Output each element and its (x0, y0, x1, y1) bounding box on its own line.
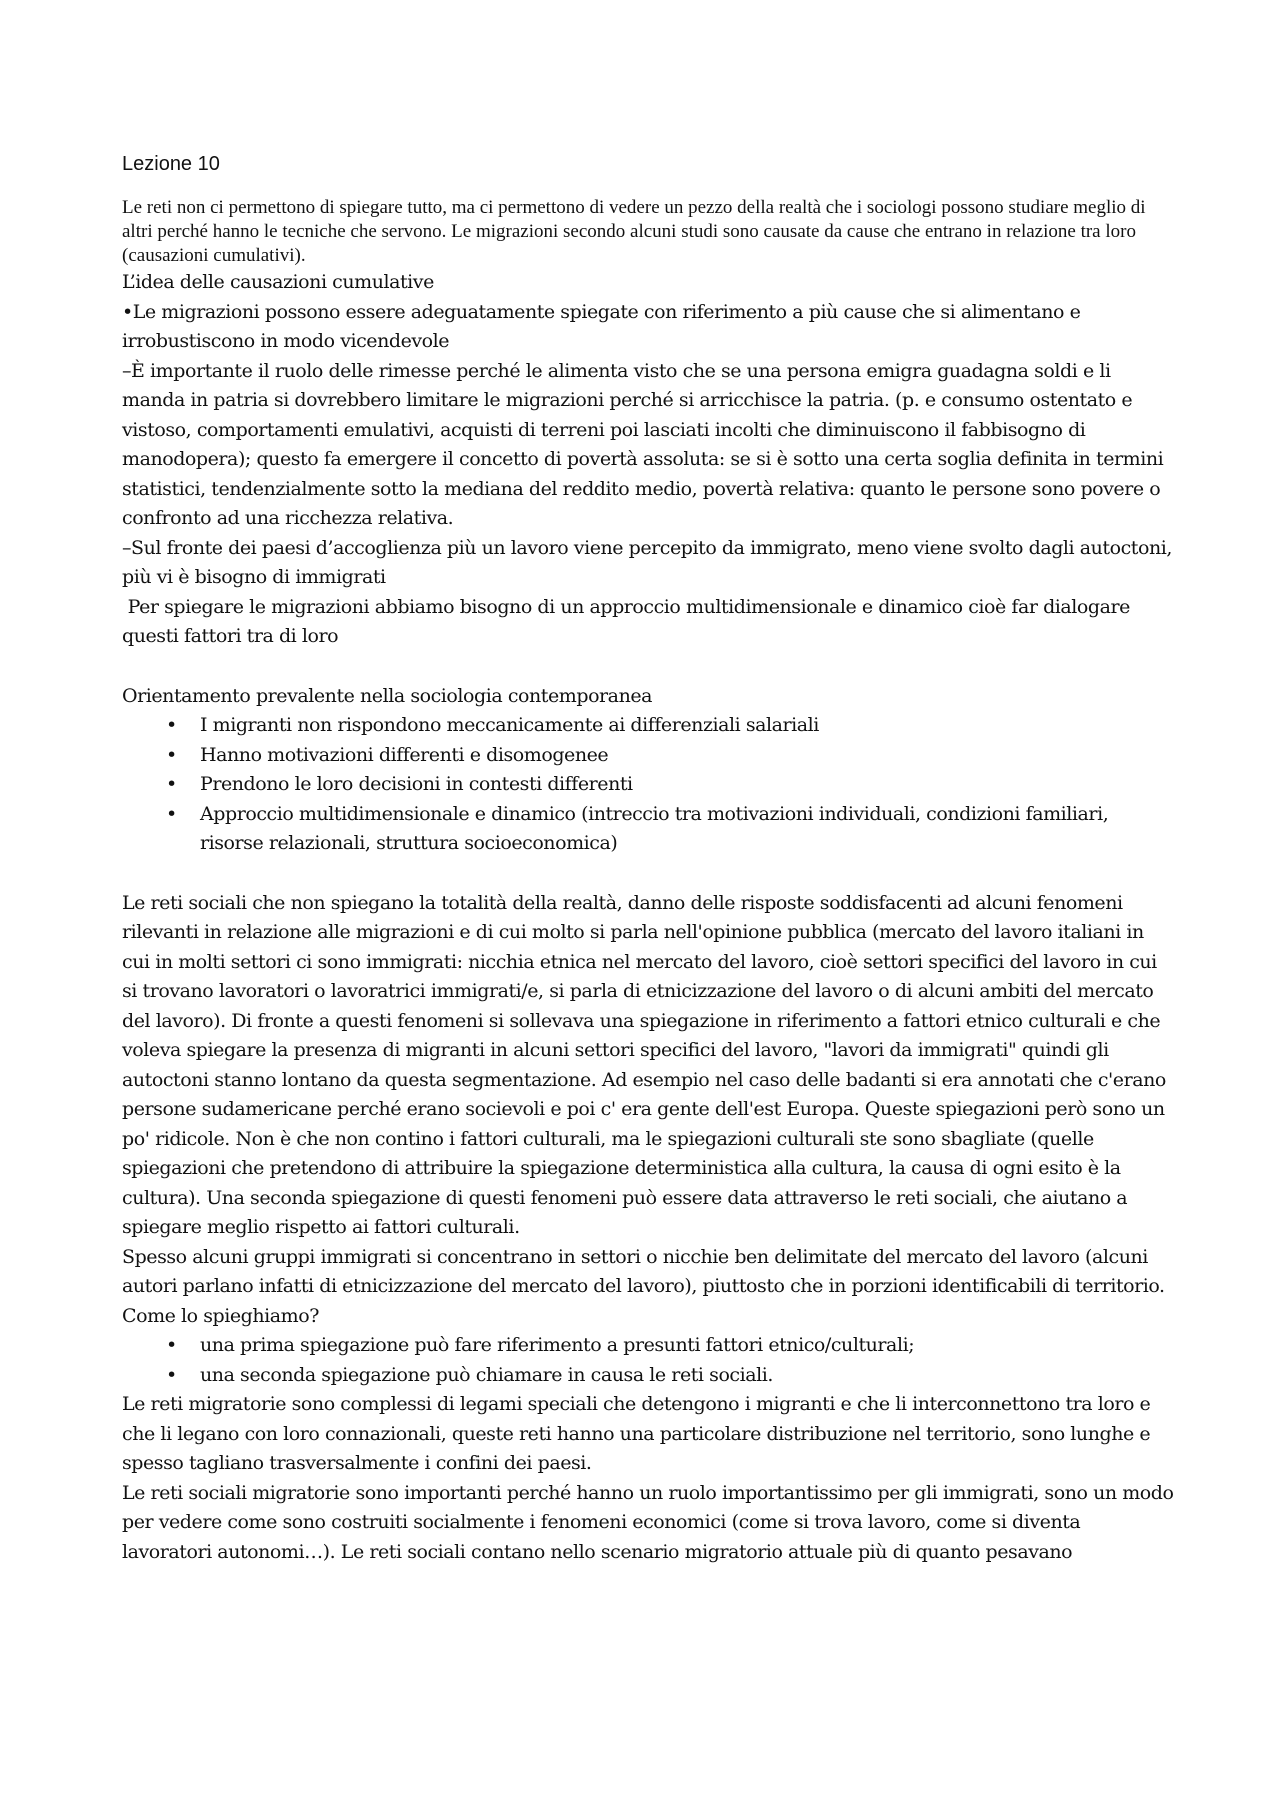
cumulative-paragraph-2: –È importante il ruolo delle rimesse perché le alimenta visto che se una persona emigra guadagna soldi e li manda in patria si dovrebbero limitare le migrazioni perché si arricchisce la patria. (p. e consumo ostentato e vistoso, comportamenti emulativi, acquisti di terreni poi lasciati incolti che diminuiscono il fabbisogno di manodopera); questo fa emergere il concetto di povertà assoluta: se si è sotto una certa soglia definita in termini statistici, tendenzialmente sotto la mediana del reddito medio, povertà relativa: quanto le persone sono povere o confronto ad una ricchezza relativa. (122, 359, 1164, 529)
cumulative-paragraph-4: Per spiegare le migrazioni abbiamo bisogno di un approccio multidimensionale e dinamico cioè far dialogare questi fattori tra di loro (122, 595, 1136, 647)
list-item (166, 770, 1174, 800)
networks-paragraph-4: Le reti sociali migratorie sono importanti perché hanno un ruolo importantissimo per gli immigrati, sono un modo per vedere come sono costruiti socialmente i fenomeni economici (come si trova lavoro, come si diventa lavoratori autonomi…). Le reti sociali contano nello scenario migratorio attuale più di quanto pesavano (122, 1481, 1174, 1563)
spacer (122, 652, 1174, 682)
list-item-text: Approccio multidimensionale e dinamico (intreccio tra motivazioni individuali, condizioni familiari, risorse relazionali, struttura socioeconomica) (200, 802, 1109, 854)
list-item (166, 1331, 1174, 1361)
cumulative-paragraph-3: –Sul fronte dei paesi d’accoglienza più un lavoro viene percepito da immigrato, meno viene svolto dagli autoctoni, più vi è bisogno di immigrati (122, 536, 1172, 588)
list-item-text: una seconda spiegazione può chiamare in causa le reti sociali. (200, 1363, 773, 1386)
list-item (166, 711, 1174, 741)
orientation-list (122, 711, 1174, 859)
networks-paragraph-3: Le reti migratorie sono complessi di legami speciali che detengono i migranti e che li interconnettono tra loro e che li legano con loro connazionali, queste reti hanno una particolare distribuzione nel territorio, sono lunghe e spesso tagliano trasversalmente i confini dei paesi. (122, 1393, 1151, 1474)
bullet-icon: • (166, 773, 177, 795)
list-item-text: una prima spiegazione può fare riferimento a presunti fattori etnico/culturali; (200, 1334, 915, 1356)
list-item-text: Prendono le loro decisioni in contesti differenti (200, 773, 633, 795)
bullet-icon: • (166, 802, 177, 825)
explanations-list (122, 1331, 1174, 1390)
intro-paragraph: Le reti non ci permettono di spiegare tutto, ma ci permettono di vedere un pezzo della realtà che i sociologi possono studiare meglio di altri perché hanno le tecniche che servono. Le migrazioni secondo alcuni studi sono causate da cause che entrano in relazione tra loro (causazioni cumulativi). (122, 197, 1146, 266)
networks-paragraph-1: Le reti sociali che non spiegano la totalità della realtà, danno delle risposte soddisfacenti ad alcuni fenomeni rilevanti in relazione alle migrazioni e di cui molto si parla nell'opinione pubblica (mercato del lavoro italiani in cui in molti settori ci sono immigrati: nicchia etnica nel mercato del lavoro, cioè settori specifici del lavoro in cui si trovano lavoratori o lavoratrici immigrati/e, si parla di etnicizzazione del lavoro o di alcuni ambiti del mercato del lavoro). Di fronte a questi fenomeni si sollevava una spiegazione in riferimento a fattori etnico culturali e che voleva spiegare la presenza di migranti in alcuni settori specifici del lavoro, "lavori da immigrati" quindi gli autoctoni stanno lontano da questa segmentazione. Ad esempio nel caso delle badanti si era annotati che c'erano persone sudamericane perché erano socievoli e poi c' era gente dell'est Europa. Queste spiegazioni però sono un po' ridicole. Non è che non contino i fattori culturali, ma le spiegazioni culturali ste sono sbagliate (quelle spiegazioni che pretendono di attribuire la spiegazione deterministica alla cultura, la causa di ogni esito è la cultura). Una seconda spiegazione di questi fenomeni può essere data attraverso le reti sociali, che aiutano a spiegare meglio rispetto ai fattori culturali. (122, 891, 1166, 1238)
list-item (166, 1361, 1174, 1391)
document-page (122, 150, 1174, 1567)
list-item (166, 800, 1174, 859)
list-item-text: I migranti non rispondono meccanicamente ai differenziali salariali (200, 714, 819, 736)
lesson-title: Lezione 10 (122, 153, 220, 175)
list-item (166, 741, 1174, 771)
cumulative-paragraph-1: •Le migrazioni possono essere adeguatamente spiegate con riferimento a più cause che si alimentano e irrobustiscono in modo vicendevole (122, 300, 1081, 352)
bullet-icon: • (166, 714, 177, 736)
bullet-icon: • (166, 1363, 177, 1386)
cumulative-heading: L’idea delle causazioni cumulative (122, 271, 434, 293)
bullet-icon: • (166, 743, 177, 766)
spacer (122, 859, 1174, 889)
networks-paragraph-2: Spesso alcuni gruppi immigrati si concentrano in settori o nicchie ben delimitate del mercato del lavoro (alcuni autori parlano infatti di etnicizzazione del mercato del lavoro), piuttosto che in porzioni identificabili di territorio. Come lo spieghiamo? (122, 1245, 1165, 1327)
orientation-heading: Orientamento prevalente nella sociologia contemporanea (122, 684, 653, 707)
list-item-text: Hanno motivazioni differenti e disomogenee (200, 743, 609, 766)
bullet-icon: • (166, 1334, 177, 1356)
